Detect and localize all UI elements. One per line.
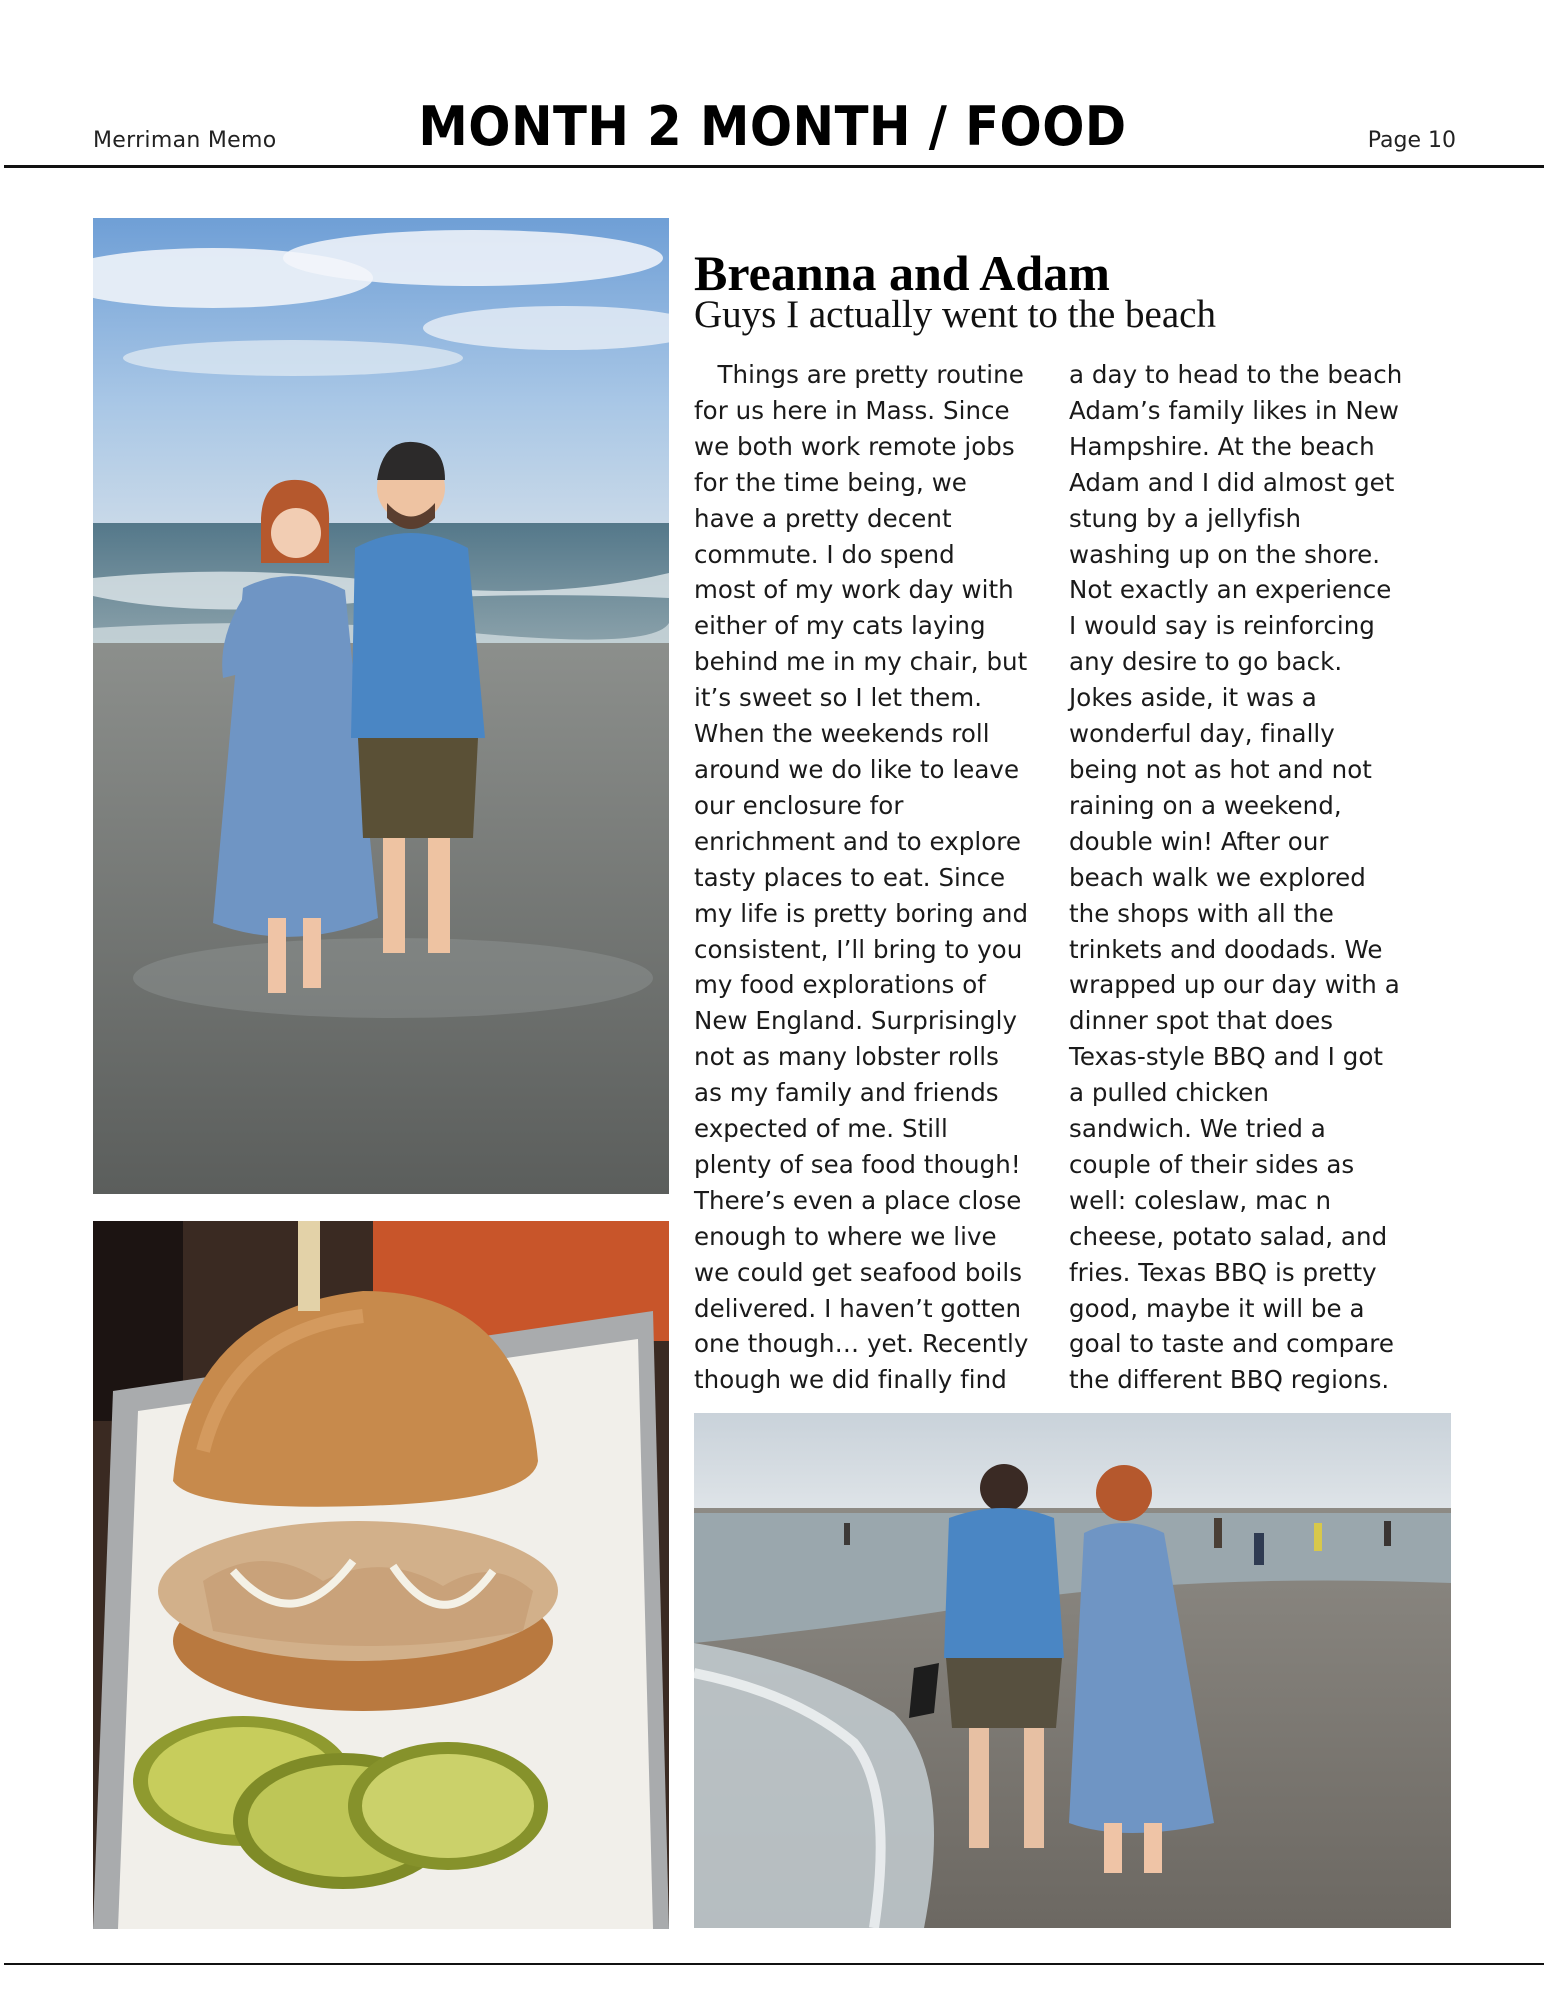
- text-line: good, maybe it will be a: [1069, 1293, 1365, 1323]
- text-line: any desire to go back.: [1069, 647, 1343, 677]
- text-line: the shops with all the: [1069, 898, 1334, 928]
- text-line: for us here in Mass. Since: [694, 395, 1010, 425]
- text-line: a day to head to the beach: [1069, 360, 1403, 389]
- sandwich-illustration: [93, 1221, 669, 1929]
- text-line: one though… yet. Recently: [694, 1329, 1029, 1359]
- text-line: double win! After our: [1069, 826, 1329, 856]
- text-line: either of my cats laying: [694, 611, 986, 641]
- article-title: Breanna and Adam: [694, 244, 1110, 301]
- text-line: our enclosure for: [694, 790, 904, 820]
- text-line: commute. I do spend: [694, 539, 955, 569]
- text-line: have a pretty decent: [694, 503, 952, 533]
- text-line: behind me in my chair, but: [694, 647, 1028, 677]
- text-line: delivered. I haven’t gotten: [694, 1293, 1022, 1323]
- text-line: we could get seafood boils: [694, 1257, 1023, 1287]
- text-line: for the time being, we: [694, 467, 967, 497]
- text-line: cheese, potato salad, and: [1069, 1221, 1388, 1251]
- text-line: expected of me. Still: [694, 1114, 948, 1144]
- text-line: plenty of sea food though!: [694, 1149, 1021, 1179]
- text-line: sandwich. We tried a: [1069, 1114, 1326, 1144]
- text-line: not as many lobster rolls: [694, 1042, 999, 1072]
- text-line: enrichment and to explore: [694, 826, 1021, 856]
- text-line: we both work remote jobs: [694, 431, 1015, 461]
- publication-name: Merriman Memo: [93, 128, 277, 153]
- beach-walk-illustration: [694, 1413, 1451, 1928]
- text-line: stung by a jellyfish: [1069, 503, 1302, 533]
- text-line: most of my work day with: [694, 575, 1014, 605]
- sandwich-photo: [93, 1221, 669, 1929]
- text-line: Texas-style BBQ and I got: [1069, 1042, 1384, 1072]
- text-line: the different BBQ regions.: [1069, 1365, 1390, 1395]
- text-line: as my family and friends: [694, 1078, 999, 1108]
- text-line: wrapped up our day with a: [1069, 970, 1400, 1000]
- page-header: [0, 0, 1545, 170]
- text-line: well: coleslaw, mac n: [1069, 1185, 1332, 1215]
- beach-walk-photo: [694, 1413, 1451, 1928]
- beach-couple-illustration: [93, 218, 669, 1194]
- text-line: New England. Surprisingly: [694, 1006, 1018, 1036]
- text-line: goal to taste and compare: [1069, 1329, 1395, 1359]
- text-line: Adam and I did almost get: [1069, 467, 1395, 497]
- text-line: fries. Texas BBQ is pretty: [1069, 1257, 1377, 1287]
- text-line: though we did finally find: [694, 1365, 1007, 1395]
- text-line: beach walk we explored: [1069, 862, 1366, 892]
- text-line: Not exactly an experience: [1069, 575, 1392, 605]
- text-line: enough to where we live: [694, 1221, 997, 1251]
- text-line: Things are pretty routine: [694, 360, 1024, 389]
- beach-couple-photo: [93, 218, 669, 1194]
- text-line: I would say is reinforcing: [1069, 611, 1375, 641]
- header-rule: [4, 165, 1544, 168]
- text-line: There’s even a place close: [694, 1185, 1022, 1215]
- text-line: raining on a weekend,: [1069, 790, 1342, 820]
- text-line: trinkets and doodads. We: [1069, 934, 1383, 964]
- article-subtitle: Guys I actually went to the beach: [694, 293, 1216, 336]
- text-line: it’s sweet so I let them.: [694, 683, 983, 713]
- text-line: Hampshire. At the beach: [1069, 431, 1375, 461]
- text-line: dinner spot that does: [1069, 1006, 1334, 1036]
- text-line: consistent, I’ll bring to you: [694, 934, 1023, 964]
- text-line: Jokes aside, it was a: [1069, 683, 1317, 713]
- text-line: my life is pretty boring and: [694, 898, 1029, 928]
- footer-rule: [4, 1963, 1544, 1965]
- text-line: being not as hot and not: [1069, 754, 1372, 784]
- text-line: wonderful day, finally: [1069, 719, 1335, 749]
- text-line: a pulled chicken: [1069, 1078, 1269, 1108]
- article-column-right: [1069, 357, 1439, 1398]
- text-line: around we do like to leave: [694, 754, 1020, 784]
- text-line: couple of their sides as: [1069, 1149, 1355, 1179]
- article-column-left: [694, 357, 1064, 1398]
- text-line: When the weekends roll: [694, 719, 990, 749]
- text-line: my food explorations of: [694, 970, 986, 1000]
- text-line: washing up on the shore.: [1069, 539, 1381, 569]
- section-title: MONTH 2 MONTH / FOOD: [418, 95, 1127, 158]
- text-line: tasty places to eat. Since: [694, 862, 1006, 892]
- text-line: Adam’s family likes in New: [1069, 395, 1399, 425]
- page-number: Page 10: [1367, 128, 1456, 153]
